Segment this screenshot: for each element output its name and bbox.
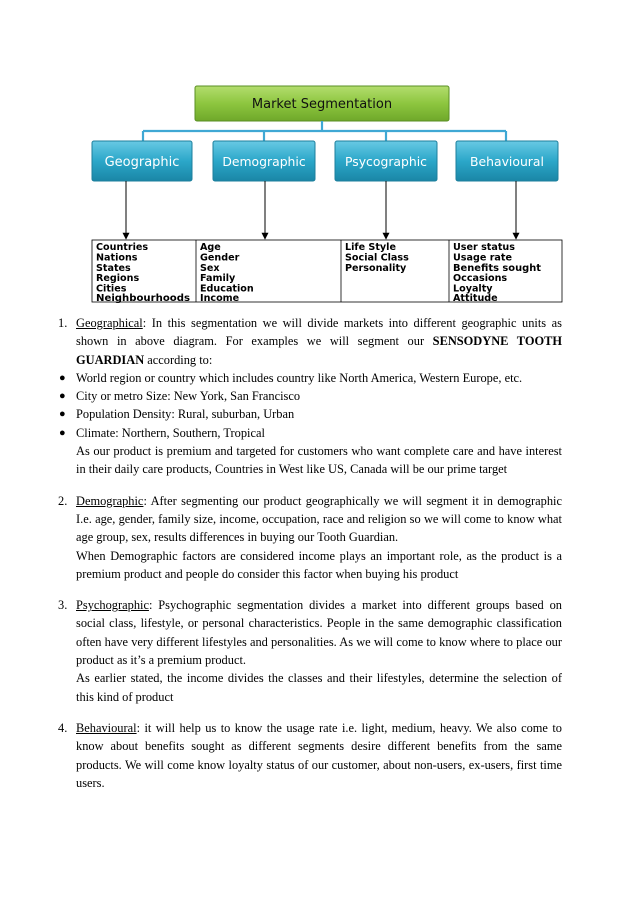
cell-item: Benefits sought [453, 262, 542, 274]
section-number: 2. [58, 493, 68, 508]
cell-item: Life Style [345, 242, 396, 253]
cell-item: Social Class [345, 252, 409, 264]
section-paragraph: Demographic: After segmenting our product geographically we will segment it in demographic I.e. age, gender, family size, income, occupation, race and religion so we will come to know what age group, sex, results differences in buying our Tooth Guardian. [76, 493, 562, 545]
cell-item: Sex [200, 262, 220, 274]
cell-item: Gender [200, 252, 240, 264]
cell-item: Nations [96, 252, 138, 264]
cell-item: Cities [96, 283, 127, 295]
section-paragraph: When Demographic factors are considered income plays an important role, as the product is a premium product and people do consider this factor when buying his product [76, 548, 562, 581]
cell-item: Usage rate [453, 252, 512, 264]
cell-item: States [96, 262, 131, 274]
section-demographic [58, 492, 562, 583]
segment-label-demographic: Demographic [222, 154, 306, 169]
cell-item: Regions [96, 273, 140, 285]
market-segmentation-diagram [0, 0, 638, 310]
bullet-item: ● City or metro Size: New York, San Francisco [58, 387, 562, 405]
section-paragraph: Behavioural: it will help us to know the usage rate i.e. light, medium, heavy. We also come to know about benefits sought as different segments desire different benefits from the same products. We will come know loyalty status of our customer, about non-users, ex-users, first time users. [76, 720, 562, 790]
root-node-label: Market Segmentation [251, 97, 393, 112]
cell-item: Age [200, 242, 221, 253]
segment-label-psycographic: Psycographic [345, 154, 427, 169]
column-psycographic [345, 242, 409, 274]
cell-item: Personality [345, 262, 407, 274]
section-title: Geographical [76, 316, 143, 330]
connectors [143, 121, 506, 141]
bullet-item: ● World region or country which includes country like North America, Western Europe, etc. [58, 369, 562, 387]
section-psychographic [58, 596, 562, 706]
bullet-icon: ● [59, 390, 66, 403]
product-name: SENSODYNE TOOTH GUARDIAN [76, 334, 562, 367]
cell-item: Neighbourhoods [96, 293, 191, 304]
section-number: 1. [58, 316, 68, 330]
column-demographic [200, 242, 254, 304]
section-paragraph: Psychographic: Psychographic segmentation divides a market into different groups based on social class, lifestyle, or personal characteristics. People in the same demographic classification often have very different lifestyles and personalities. As we will come to know where to place our product as it’s a premium product. [76, 598, 562, 668]
section-paragraph: Geographical: In this segmentation we will divide markets into different geographic units as shown in above diagram. For examples we will segment our SENSODYNE TOOTH GUARDIAN according to: [76, 316, 562, 367]
bullet-item: ● Climate: Northern, Southern, Tropical [58, 424, 562, 442]
section-paragraph: As our product is premium and targeted for customers who want complete care and have interest in their daily care products, Countries in West like US, Canada will be our prime target [76, 444, 562, 477]
cell-item: Loyalty [453, 283, 493, 295]
bullet-item: ● Population Density: Rural, suburban, Urban [58, 405, 562, 423]
arrows [126, 181, 516, 239]
cell-item: Education [200, 283, 254, 295]
column-geographic [96, 242, 190, 304]
section-title: Psychographic [76, 598, 149, 613]
cell-item: Countries [96, 242, 149, 253]
cell-item: Income [200, 293, 240, 304]
cell-item: Family [200, 273, 236, 285]
column-behavioural [453, 242, 541, 304]
document-body [58, 314, 562, 792]
cell-item: Attitude [453, 293, 498, 304]
section-paragraph: As earlier stated, the income divides the classes and their lifestyles, determine the selection of this kind of product [76, 671, 562, 704]
segment-label-behavioural: Behavioural [470, 154, 544, 169]
bullet-icon: ● [59, 371, 66, 384]
cell-item: User status [453, 242, 515, 253]
section-geographical [58, 314, 562, 369]
segment-label-geographic: Geographic [104, 155, 180, 170]
section-title: Behavioural [76, 720, 137, 735]
cell-item: Occasions [453, 273, 508, 285]
section-number: 4. [58, 720, 68, 735]
bullet-icon: ● [59, 426, 66, 439]
section-title: Demographic [76, 493, 144, 508]
section-number: 3. [58, 598, 68, 613]
bullet-icon: ● [59, 408, 66, 421]
section-behavioural [58, 719, 562, 792]
